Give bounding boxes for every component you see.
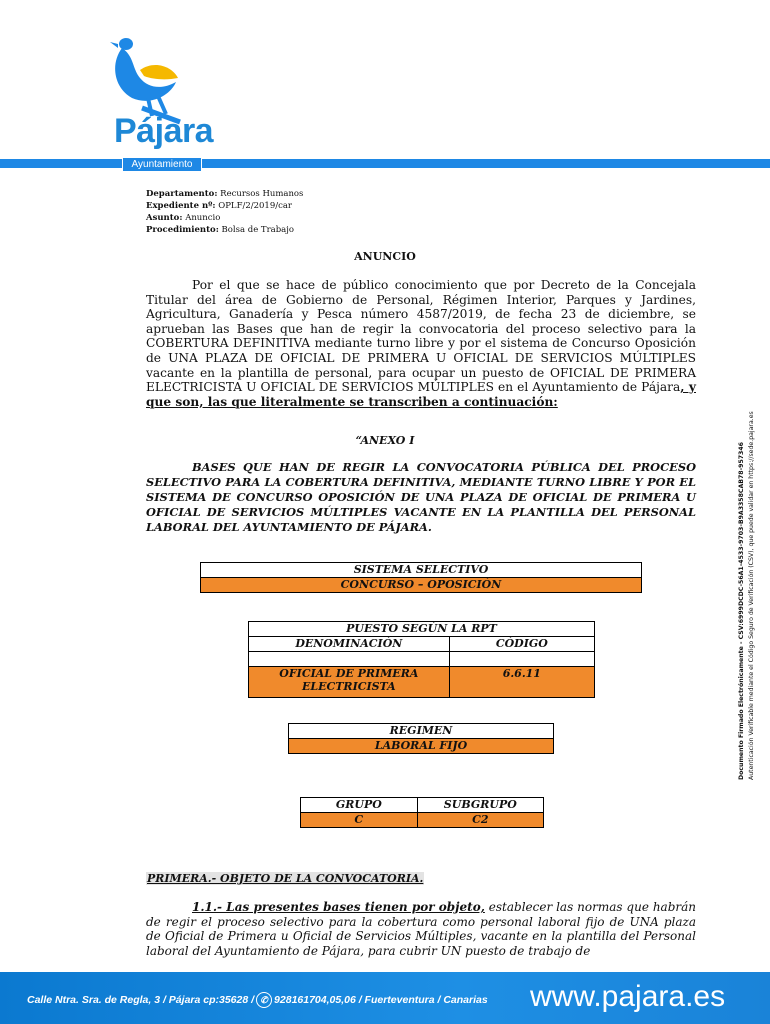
puesto-table xyxy=(248,621,595,698)
puesto-denominacion: OFICIAL DE PRIMERA ELECTRICISTA xyxy=(249,667,450,698)
page-title: ANUNCIO xyxy=(354,250,416,263)
anexo-title: “ANEXO I xyxy=(355,434,415,447)
puesto-header: PUESTO SEGÚN LA RPT xyxy=(249,622,595,637)
section-heading: PRIMERA.- OBJETO DE LA CONVOCATORIA. xyxy=(147,872,424,885)
meta-row: Asunto: Anuncio xyxy=(146,213,221,223)
puesto-codigo: 6.6.11 xyxy=(449,667,594,698)
bases-title: BASES QUE HAN DE REGIR LA CONVOCATORIA PÚBLICA DEL PROCESO SELECTIVO PARA LA COBERTURA DEFINITIVA, MEDIANTE TURNO LIBRE Y POR EL SISTEMA DE CONCURSO OPOSICIÓN DE UNA PLAZA DE OFICIAL DE PRIMERA U OFICIAL DE SERVICIOS MÚLTIPLES VACANTE EN LA PLANTILLA DEL PERSONAL LABORAL DEL AYUNTAMIENTO DE PÁJARA. xyxy=(146,460,696,534)
intro-paragraph: Por el que se hace de público conocimiento que por Decreto de la Concejala Titular del área de Gobierno de Personal, Régimen Interior, Parques y Jardines, Agricultura, Ganadería y Pesca número 4587/2019, de fecha 23 de diciembre, se aprueban las Bases que han de regir la convocatoria del proceso selectivo para la COBERTURA DEFINITIVA mediante turno libre y por el sistema de Concurso Oposición de UNA PLAZA DE OFICIAL DE PRIMERA U OFICIAL DE SERVICIOS MÚLTIPLES vacante en la plantilla de personal, para ocupar un puesto de OFICIAL DE PRIMERA ELECTRICISTA U OFICIAL DE SERVICIOS MÚLTIPLES en el Ayuntamiento de Pájara, y que son, las que literalmente se transcriben a continuación: xyxy=(146,278,696,409)
grupo-table xyxy=(300,797,544,828)
brand-name: Pájara xyxy=(114,112,214,150)
phone-icon: ✆ xyxy=(256,992,272,1008)
brand-subtitle: Ayuntamiento xyxy=(122,157,202,172)
regimen-value: LABORAL FIJO xyxy=(289,739,554,754)
body-paragraph: 1.1.- Las presentes bases tienen por objeto, establecer las normas que habrán de regir el proceso selectivo para la cobertura como personal laboral fijo de UNA plaza de Oficial de Primera u Oficial de Servicios Múltiples, vacante en la plantilla del Personal laboral del Ayuntamiento de Pájara, para cubrir UN puesto de trabajo de xyxy=(146,900,696,958)
regimen-table xyxy=(288,723,554,754)
document-meta xyxy=(146,188,303,236)
sistema-header: SISTEMA SELECTIVO xyxy=(201,563,642,578)
csv-line-1: Documento Firmado Electrónicamente - CSV:6999DCDC-56A1-4533-9703-B9A3358CAB78-957346 xyxy=(738,442,745,780)
csv-line-2: Autenticación Verificable mediante el Código Seguro de Verificación (CSV), que puede validar en https://sede.pajara.es xyxy=(748,411,755,780)
csv-side-note xyxy=(736,300,762,780)
meta-row: Procedimiento: Bolsa de Trabajo xyxy=(146,225,294,235)
meta-row: Expediente nº: OPLF/2/2019/car xyxy=(146,201,292,211)
puesto-col-denominacion: DENOMINACIÓN xyxy=(249,637,450,652)
subgrupo-col: SUBGRUPO xyxy=(417,798,543,813)
sistema-table xyxy=(200,562,642,593)
grupo-value: C xyxy=(301,813,418,828)
intro-tail: , y que son, las que literalmente se transcriben a continuación: xyxy=(146,380,696,409)
regimen-header: REGIMEN xyxy=(289,724,554,739)
subgrupo-value: C2 xyxy=(417,813,543,828)
footer-bar xyxy=(0,972,770,1024)
footer-address: Calle Ntra. Sra. de Regla, 3 / Pájara cp:35628 / ✆ 928161704,05,06 / Fuerteventura / Canarias xyxy=(27,992,488,1008)
header-bar xyxy=(0,159,770,168)
puesto-col-codigo: CÓDIGO xyxy=(449,637,594,652)
sistema-value: CONCURSO – OPOSICIÓN xyxy=(201,578,642,593)
body-lead: 1.1.- Las presentes bases tienen por objeto, xyxy=(192,900,485,914)
footer-website[interactable]: www.pajara.es xyxy=(530,980,726,1013)
grupo-col: GRUPO xyxy=(301,798,418,813)
meta-row: Departamento: Recursos Humanos xyxy=(146,189,304,199)
